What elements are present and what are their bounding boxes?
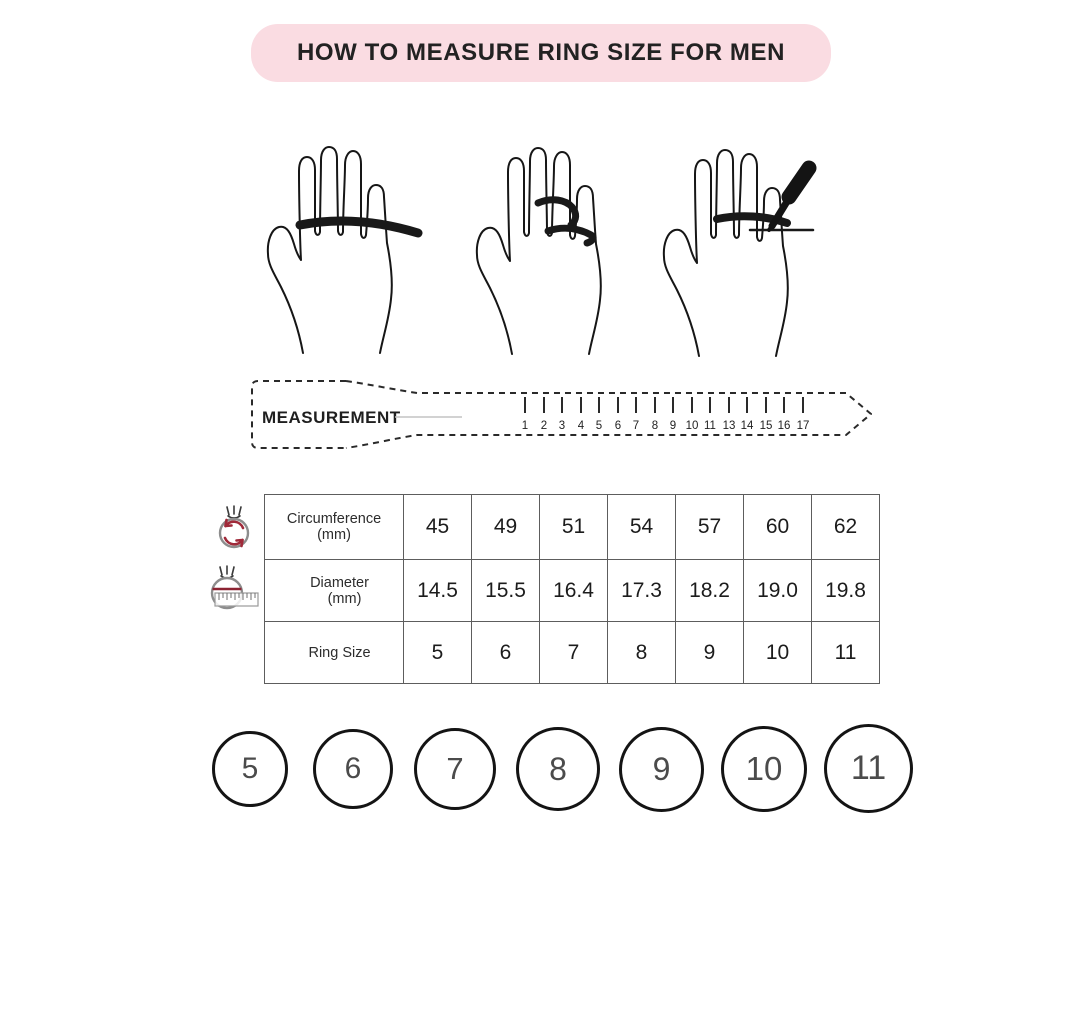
svg-text:9: 9 xyxy=(669,420,677,432)
svg-text:8: 8 xyxy=(651,420,659,432)
size-circle-5: 5 xyxy=(212,731,288,807)
table-cell: 11 xyxy=(812,622,880,684)
table-cell: 14.5 xyxy=(404,560,472,622)
table-cell: 5 xyxy=(404,622,472,684)
table-cell: 17.3 xyxy=(608,560,676,622)
row-header-diameter: Diameter (mm) xyxy=(265,560,404,622)
table-cell: 51 xyxy=(540,495,608,560)
row-header-ring-size: Ring Size xyxy=(265,622,404,684)
header-banner xyxy=(251,24,831,82)
table-cell: 9 xyxy=(676,622,744,684)
ring-prongs xyxy=(227,506,241,518)
size-circle-7: 7 xyxy=(414,728,496,810)
measuring-strip-icon xyxy=(300,221,418,233)
svg-text:4: 4 xyxy=(577,420,585,432)
svg-text:5: 5 xyxy=(595,420,603,432)
svg-text:7: 7 xyxy=(632,420,640,432)
table-cell: 45 xyxy=(404,495,472,560)
svg-text:15: 15 xyxy=(759,420,773,432)
svg-text:10: 10 xyxy=(685,420,699,432)
hand-step2-strip-around-ring-finger-icon xyxy=(464,136,664,356)
table-cell: 8 xyxy=(608,622,676,684)
table-cell: 16.4 xyxy=(540,560,608,622)
table-row-diameter xyxy=(265,560,880,622)
ruler-icon xyxy=(215,593,258,606)
svg-text:13: 13 xyxy=(722,420,736,432)
svg-text:11: 11 xyxy=(704,420,716,432)
table-cell: 6 xyxy=(472,622,540,684)
ruler-tick-labels xyxy=(522,420,810,432)
hand-step1-strip-across-fingers-icon xyxy=(255,135,455,355)
ruler-ticks xyxy=(525,397,803,413)
size-circle-6: 6 xyxy=(313,729,393,809)
table-cell: 18.2 xyxy=(676,560,744,622)
svg-text:6: 6 xyxy=(614,420,622,432)
ring-diameter-icon xyxy=(203,563,259,615)
page-title: HOW TO MEASURE RING SIZE FOR MEN xyxy=(296,39,786,66)
svg-text:2: 2 xyxy=(540,420,548,432)
table-row-circumference xyxy=(265,495,880,560)
ring-circumference-icon xyxy=(213,503,255,555)
table-cell: 7 xyxy=(540,622,608,684)
table-cell: 15.5 xyxy=(472,560,540,622)
table-cell: 10 xyxy=(744,622,812,684)
size-circle-11: 11 xyxy=(824,724,913,813)
rotation-arrows-icon xyxy=(225,520,243,546)
table-cell: 62 xyxy=(812,495,880,560)
size-circle-10: 10 xyxy=(721,726,807,812)
svg-text:17: 17 xyxy=(796,420,810,432)
svg-text:1: 1 xyxy=(521,420,529,432)
row-header-circumference: Circumference (mm) xyxy=(265,495,404,560)
measurement-ruler xyxy=(247,378,872,452)
ring-size-table xyxy=(264,494,880,684)
ring-band xyxy=(220,519,248,547)
table-cell: 60 xyxy=(744,495,812,560)
svg-text:14: 14 xyxy=(740,420,754,432)
table-cell: 57 xyxy=(676,495,744,560)
hand-step3-mark-strip-icon xyxy=(651,138,851,358)
table-cell: 19.8 xyxy=(812,560,880,622)
table-row-ring-size xyxy=(265,622,880,684)
size-circle-9: 9 xyxy=(619,727,704,812)
svg-text:16: 16 xyxy=(777,420,791,432)
ruler-label: MEASUREMENT xyxy=(262,408,401,427)
table-cell: 19.0 xyxy=(744,560,812,622)
svg-text:3: 3 xyxy=(558,420,566,432)
ring-prongs xyxy=(220,566,234,578)
table-cell: 49 xyxy=(472,495,540,560)
size-circle-8: 8 xyxy=(516,727,600,811)
table-cell: 54 xyxy=(608,495,676,560)
